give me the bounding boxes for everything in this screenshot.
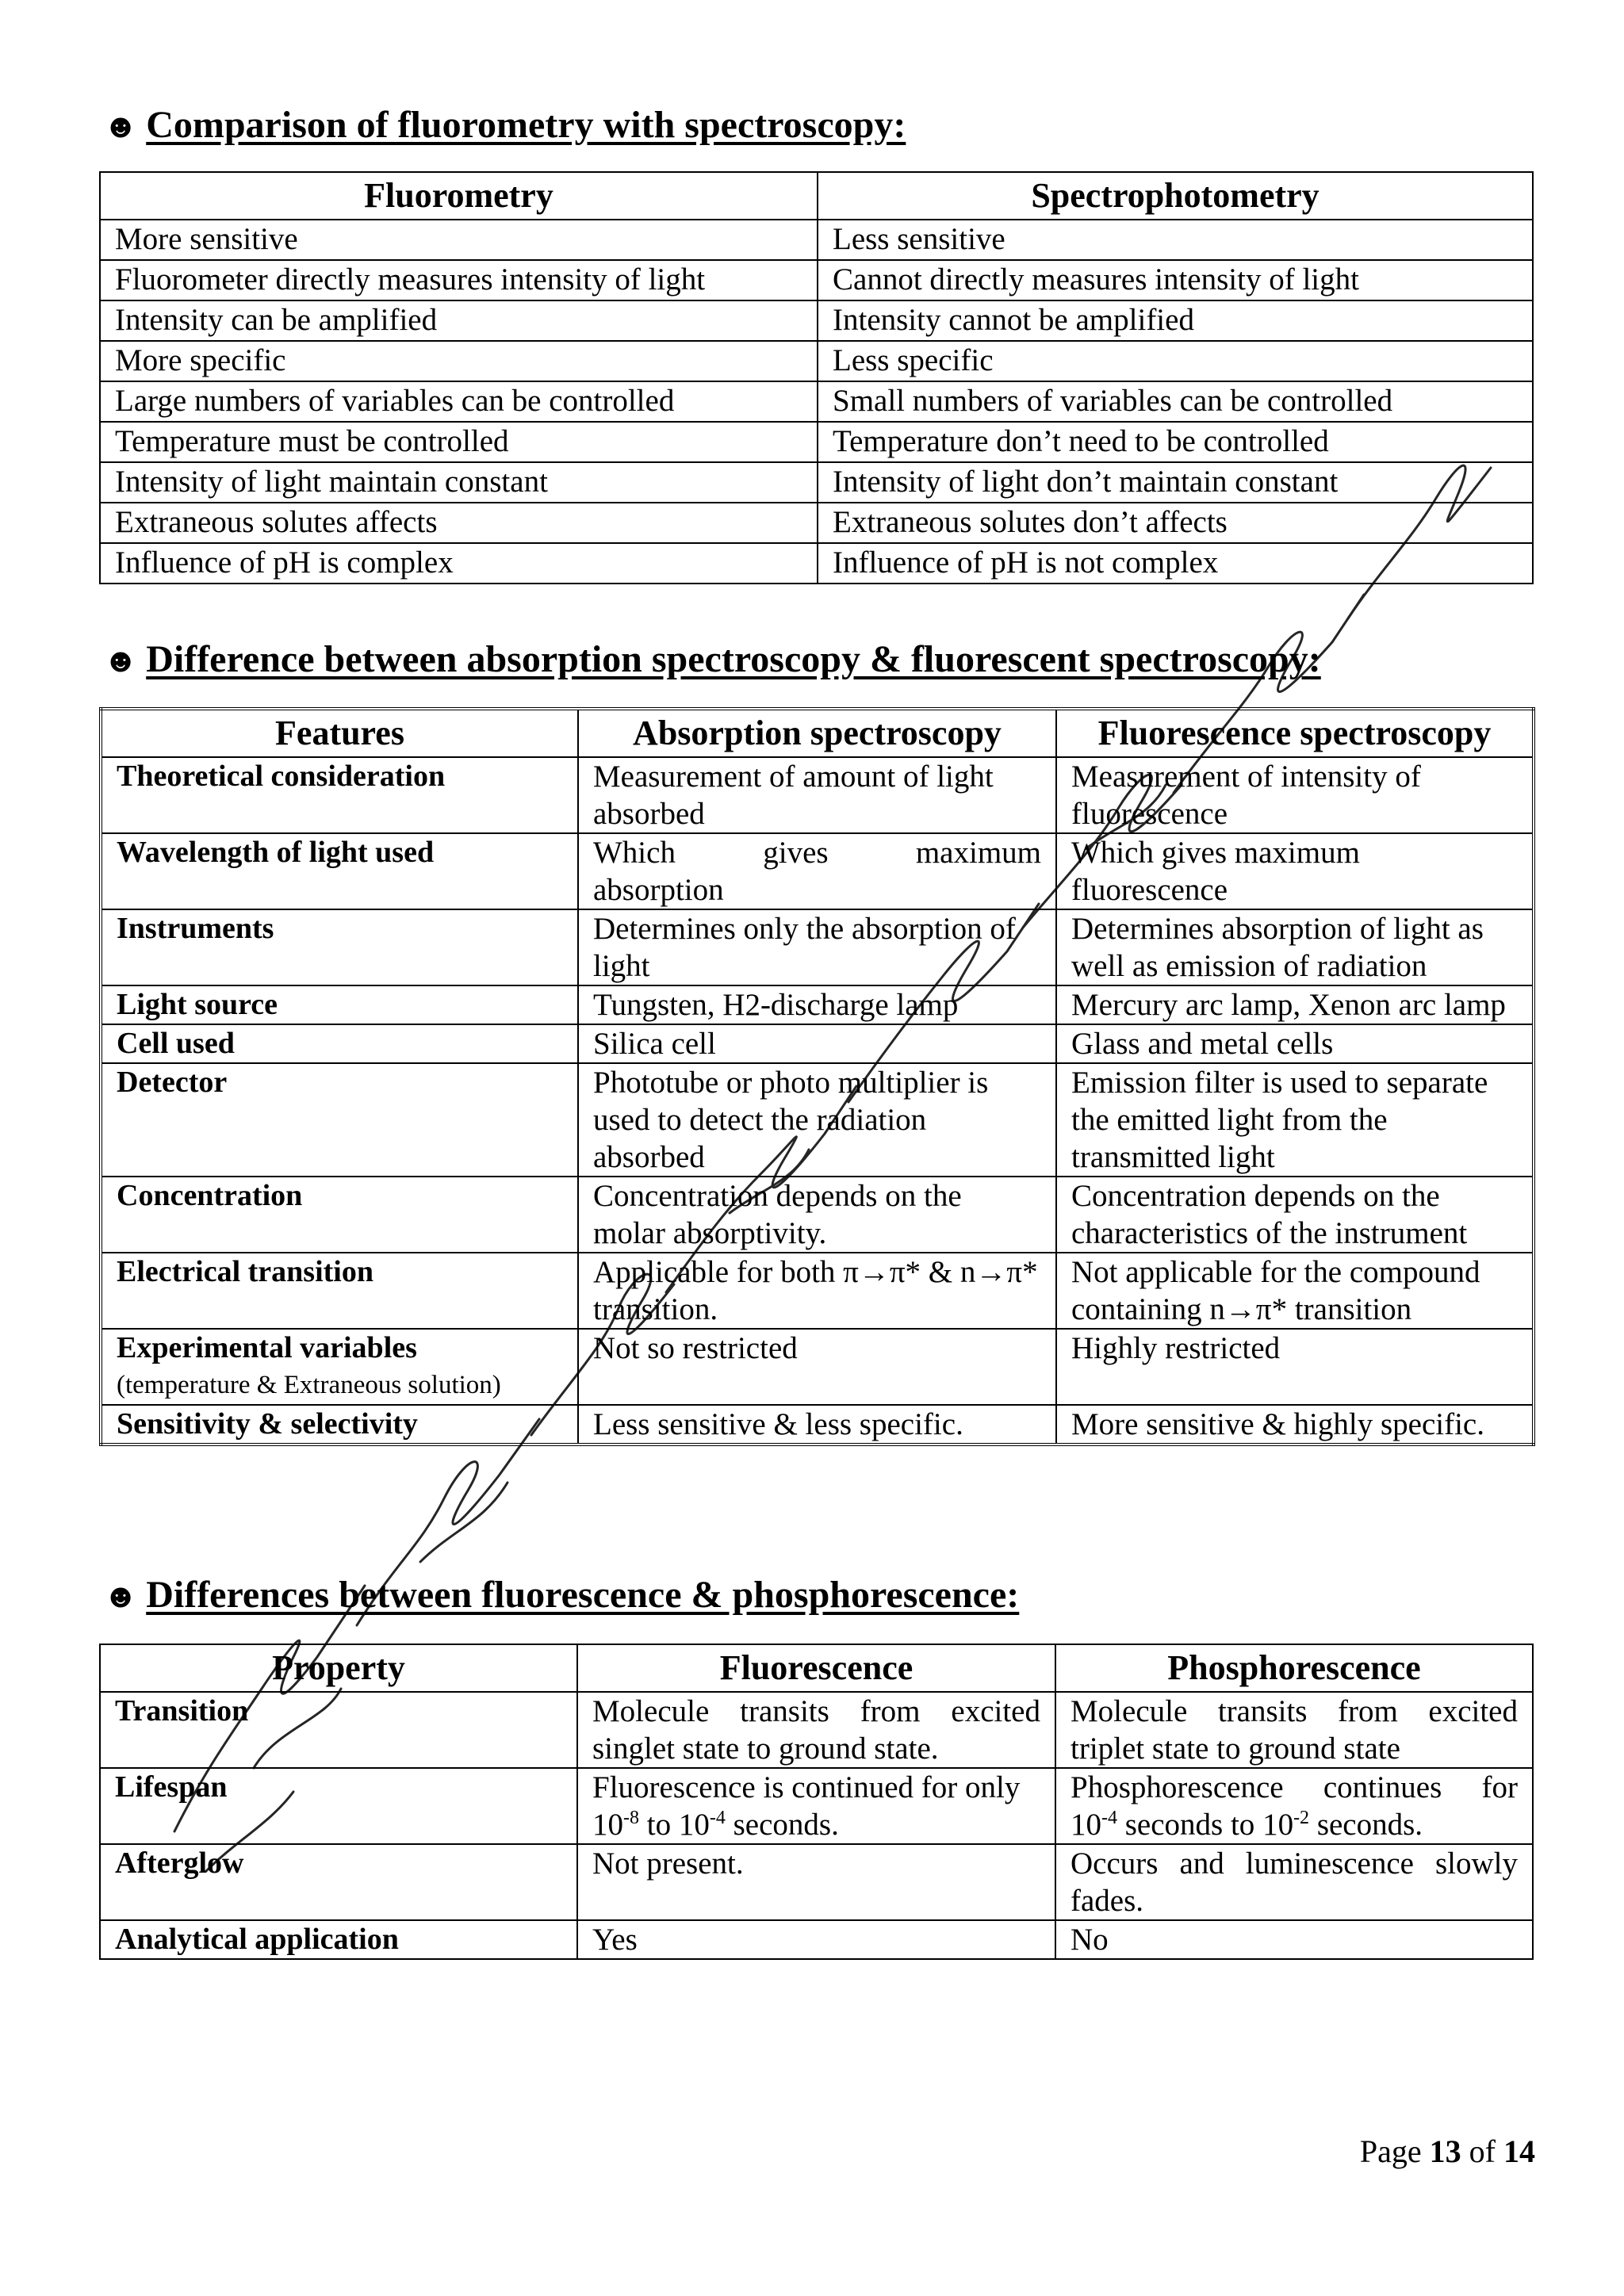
- table-cell: Concentration depends on the molar absorptivity.: [578, 1177, 1056, 1253]
- page-prefix: Page: [1359, 2133, 1430, 2169]
- column-header: Spectrophotometry: [818, 172, 1533, 220]
- table-cell: More sensitive: [100, 220, 818, 260]
- table-cell: Intensity cannot be amplified: [818, 300, 1533, 341]
- feature-cell: Instruments: [101, 909, 578, 985]
- table-cell: [578, 833, 1056, 909]
- table-cell: Mercury arc lamp, Xenon arc lamp: [1056, 985, 1534, 1024]
- table-cell: Temperature don’t need to be controlled: [818, 422, 1533, 462]
- section3-heading: [103, 1575, 1019, 1617]
- feature-cell: [101, 1329, 578, 1405]
- smiley-bullet-icon: ☻: [103, 643, 139, 679]
- feature-cell: Cell used: [101, 1024, 578, 1063]
- section1-title: Comparison of fluorometry with spectroscopy:: [146, 104, 906, 146]
- table-cell: Occurs and luminescence slowly fades.: [1055, 1844, 1533, 1920]
- table-cell: Not so restricted: [578, 1329, 1056, 1405]
- section1-heading: [103, 105, 906, 147]
- column-header: Absorption spectroscopy: [578, 709, 1056, 757]
- table-row: [100, 1768, 1533, 1844]
- table-cell: Phototube or photo multiplier is used to detect the radiation absorbed: [578, 1063, 1056, 1177]
- table-cell: Glass and metal cells: [1056, 1024, 1534, 1063]
- table-row: [100, 1920, 1533, 1959]
- exponent-base: 10: [678, 1808, 710, 1842]
- column-header: Property: [100, 1644, 577, 1692]
- table-cell: Tungsten, H2-discharge lamp: [578, 985, 1056, 1024]
- table-cell: Determines absorption of light as well as emission of radiation: [1056, 909, 1534, 985]
- absorption-vs-fluorescence-table: [99, 707, 1535, 1446]
- table-cell: Molecule transits from excited singlet state to ground state.: [577, 1692, 1055, 1768]
- table-row: [101, 1024, 1534, 1063]
- table-cell: Large numbers of variables can be controlled: [100, 381, 818, 422]
- feature-cell: Electrical transition: [101, 1253, 578, 1329]
- table-row: [101, 909, 1534, 985]
- table-cell: Highly restricted: [1056, 1329, 1534, 1405]
- table-cell: Extraneous solutes don’t affects: [818, 503, 1533, 543]
- column-header: Phosphorescence: [1055, 1644, 1533, 1692]
- table-cell: Intensity can be amplified: [100, 300, 818, 341]
- feature-cell: Theoretical consideration: [101, 757, 578, 833]
- cell-line: Fluorescence is continued for only: [592, 1770, 1021, 1804]
- property-cell: Lifespan: [100, 1768, 577, 1844]
- table-cell: Measurement of amount of light absorbed: [578, 757, 1056, 833]
- property-cell: Afterglow: [100, 1844, 577, 1920]
- exponent-base: 10: [1071, 1808, 1101, 1842]
- table-cell: Fluorometer directly measures intensity of light: [100, 260, 818, 300]
- table-cell: Which gives maximum fluorescence: [1056, 833, 1534, 909]
- cell-text: seconds.: [725, 1808, 839, 1842]
- table-row: [100, 422, 1533, 462]
- cell-line: [1071, 1806, 1518, 1843]
- table-row: [100, 1692, 1533, 1768]
- table-cell: Less sensitive: [818, 220, 1533, 260]
- table-row: [101, 1177, 1534, 1253]
- cell-text: seconds.: [1309, 1808, 1423, 1842]
- feature-cell: Detector: [101, 1063, 578, 1177]
- table-cell: Not applicable for the compound containing n→π* transition: [1056, 1253, 1534, 1329]
- table-row: [100, 341, 1533, 381]
- table-cell: More sensitive & highly specific.: [1056, 1405, 1534, 1445]
- fluorometry-comparison-table: [99, 171, 1534, 584]
- justified-line: Which gives maximum: [593, 836, 1041, 870]
- feature-cell: Light source: [101, 985, 578, 1024]
- table-row: [101, 1253, 1534, 1329]
- page-middle: of: [1461, 2133, 1503, 2169]
- justified-line: Phosphorescence continues for: [1071, 1770, 1518, 1804]
- table-row: [101, 985, 1534, 1024]
- table-row: [100, 543, 1533, 584]
- table-row: [101, 757, 1534, 833]
- table-row: [101, 1405, 1534, 1445]
- cell-text: to: [639, 1808, 679, 1842]
- table-row: [101, 1329, 1534, 1405]
- table-cell: Not present.: [577, 1844, 1055, 1920]
- table-cell: Intensity of light don’t maintain constant: [818, 462, 1533, 503]
- column-header: Fluorometry: [100, 172, 818, 220]
- table-cell: Yes: [577, 1920, 1055, 1959]
- cell-line: [592, 1806, 1040, 1843]
- table-header-row: [100, 172, 1533, 220]
- table-cell: Cannot directly measures intensity of light: [818, 260, 1533, 300]
- table-cell: Emission filter is used to separate the emitted light from the transmitted light: [1056, 1063, 1534, 1177]
- table-row: [100, 462, 1533, 503]
- table-cell: Small numbers of variables can be controlled: [818, 381, 1533, 422]
- table-cell: Determines only the absorption of light: [578, 909, 1056, 985]
- exponent: -2: [1293, 1808, 1310, 1828]
- table-row: [100, 300, 1533, 341]
- page-number: [1360, 2133, 1535, 2170]
- smiley-bullet-icon: ☻: [103, 1578, 139, 1615]
- exponent: -4: [709, 1808, 726, 1828]
- table-row: [101, 1063, 1534, 1177]
- table-cell: Extraneous solutes affects: [100, 503, 818, 543]
- table-cell: Temperature must be controlled: [100, 422, 818, 462]
- column-header: Fluorescence: [577, 1644, 1055, 1692]
- property-cell: Transition: [100, 1692, 577, 1768]
- table-row: [100, 381, 1533, 422]
- section2-title: Difference between absorption spectroscopy & fluorescent spectroscopy:: [146, 638, 1321, 680]
- table-cell: More specific: [100, 341, 818, 381]
- feature-note: (temperature & Extraneous solution): [117, 1371, 501, 1399]
- table-cell: Influence of pH is not complex: [818, 543, 1533, 584]
- table-cell: Molecule transits from excited triplet state to ground state: [1055, 1692, 1533, 1768]
- section2-heading: [103, 639, 1321, 681]
- feature-cell: Wavelength of light used: [101, 833, 578, 909]
- table-cell: Measurement of intensity of fluorescence: [1056, 757, 1534, 833]
- current-page: 13: [1429, 2133, 1461, 2169]
- table-cell: Influence of pH is complex: [100, 543, 818, 584]
- fluorescence-vs-phosphorescence-table: [99, 1644, 1534, 1960]
- table-cell: No: [1055, 1920, 1533, 1959]
- feature-label: Experimental variables: [117, 1331, 417, 1364]
- exponent-base: 10: [1262, 1808, 1294, 1842]
- column-header: Features: [101, 709, 578, 757]
- table-header-row: [101, 709, 1534, 757]
- table-header-row: [100, 1644, 1533, 1692]
- column-header: Fluorescence spectroscopy: [1056, 709, 1534, 757]
- table-cell: Intensity of light maintain constant: [100, 462, 818, 503]
- feature-cell: Concentration: [101, 1177, 578, 1253]
- cell-line: absorption: [593, 873, 724, 907]
- feature-cell: Sensitivity & selectivity: [101, 1405, 578, 1445]
- smiley-bullet-icon: ☻: [103, 109, 139, 145]
- table-row: [100, 1844, 1533, 1920]
- property-cell: Analytical application: [100, 1920, 577, 1959]
- table-row: [101, 833, 1534, 909]
- total-pages: 14: [1503, 2133, 1535, 2169]
- section3-title: Differences between fluorescence & phosphorescence:: [146, 1574, 1020, 1616]
- table-cell: [1055, 1768, 1533, 1844]
- exponent: -4: [1101, 1808, 1117, 1828]
- exponent-base: 10: [592, 1808, 623, 1842]
- table-cell: Applicable for both π→π* & n→π* transition.: [578, 1253, 1056, 1329]
- table-cell: Less sensitive & less specific.: [578, 1405, 1056, 1445]
- table-cell: Silica cell: [578, 1024, 1056, 1063]
- table-row: [100, 260, 1533, 300]
- table-row: [100, 220, 1533, 260]
- table-cell: [577, 1768, 1055, 1844]
- exponent: -8: [623, 1808, 639, 1828]
- cell-text: seconds to: [1117, 1808, 1263, 1842]
- table-row: [100, 503, 1533, 543]
- table-cell: Concentration depends on the characteristics of the instrument: [1056, 1177, 1534, 1253]
- table-cell: Less specific: [818, 341, 1533, 381]
